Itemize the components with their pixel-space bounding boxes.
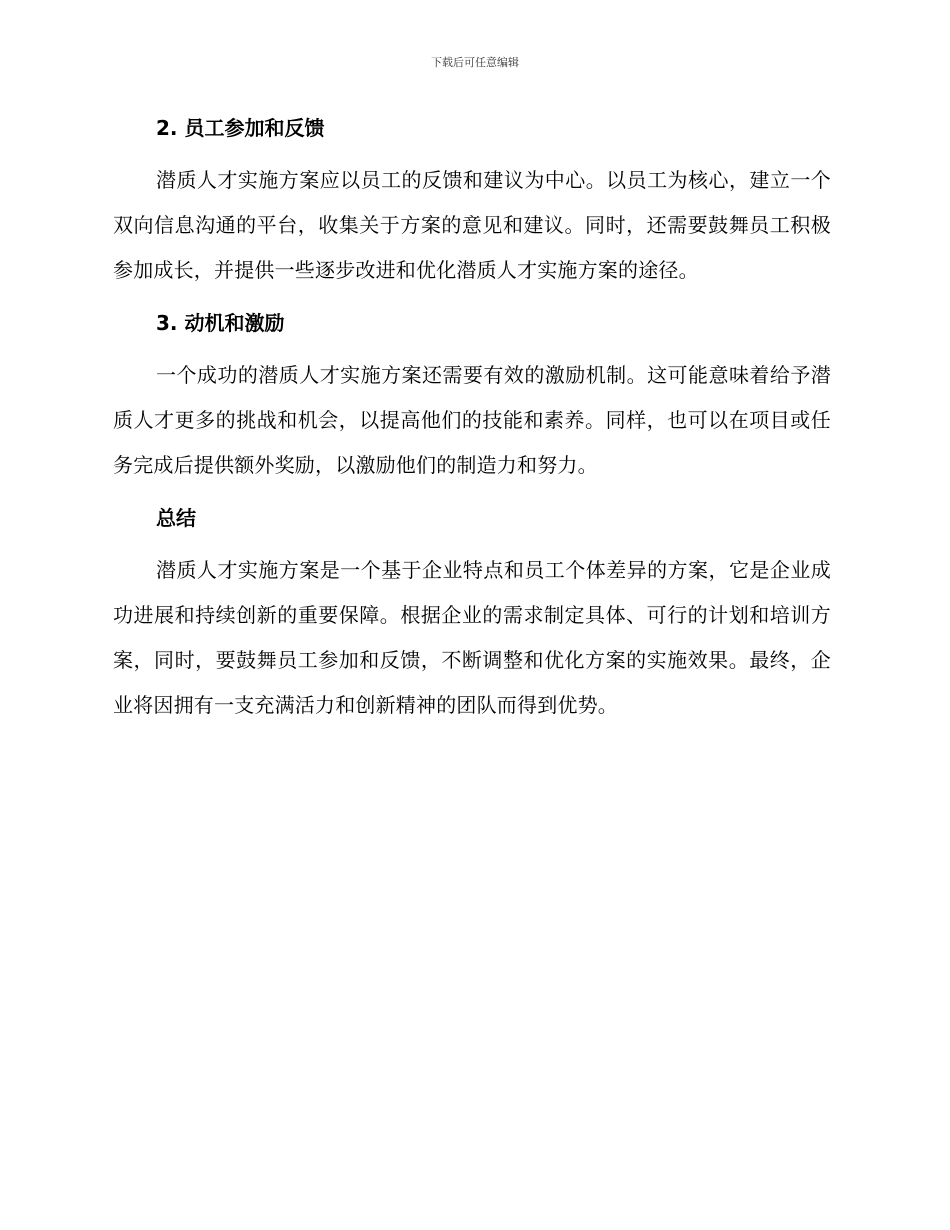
- section-paragraph: 潜质人才实施方案应以员工的反馈和建议为中心。以员工为核心，建立一个双向信息沟通的平台，收集关于方案的意见和建议。同时，还需要鼓舞员工积极参加成长，并提供一些逐步改进和优化潜质人才实施方案的途径。: [113, 168, 831, 282]
- header-note: 下载后可任意编辑: [431, 56, 519, 69]
- section-heading: 2. 员工参加和反馈: [156, 116, 325, 140]
- section-paragraph: 潜质人才实施方案是一个基于企业特点和员工个体差异的方案，它是企业成功进展和持续创新的重要保障。根据企业的需求制定具体、可行的计划和培训方案，同时，要鼓舞员工参加和反馈，不断调整和优化方案的实施效果。最终，企业将因拥有一支充满活力和创新精神的团队而得到优势。: [113, 558, 831, 717]
- section-heading: 3. 动机和激励: [156, 311, 285, 335]
- section-motivation: [113, 307, 831, 502]
- section-paragraph: 一个成功的潜质人才实施方案还需要有效的激励机制。这可能意味着给予潜质人才更多的挑战和机会，以提高他们的技能和素养。同样，也可以在项目或任务完成后提供额外奖励，以激励他们的制造力和努力。: [113, 363, 831, 477]
- section-feedback: [113, 112, 831, 307]
- section-heading: 总结: [156, 506, 196, 530]
- document-body: [113, 112, 831, 728]
- section-summary: [113, 502, 831, 728]
